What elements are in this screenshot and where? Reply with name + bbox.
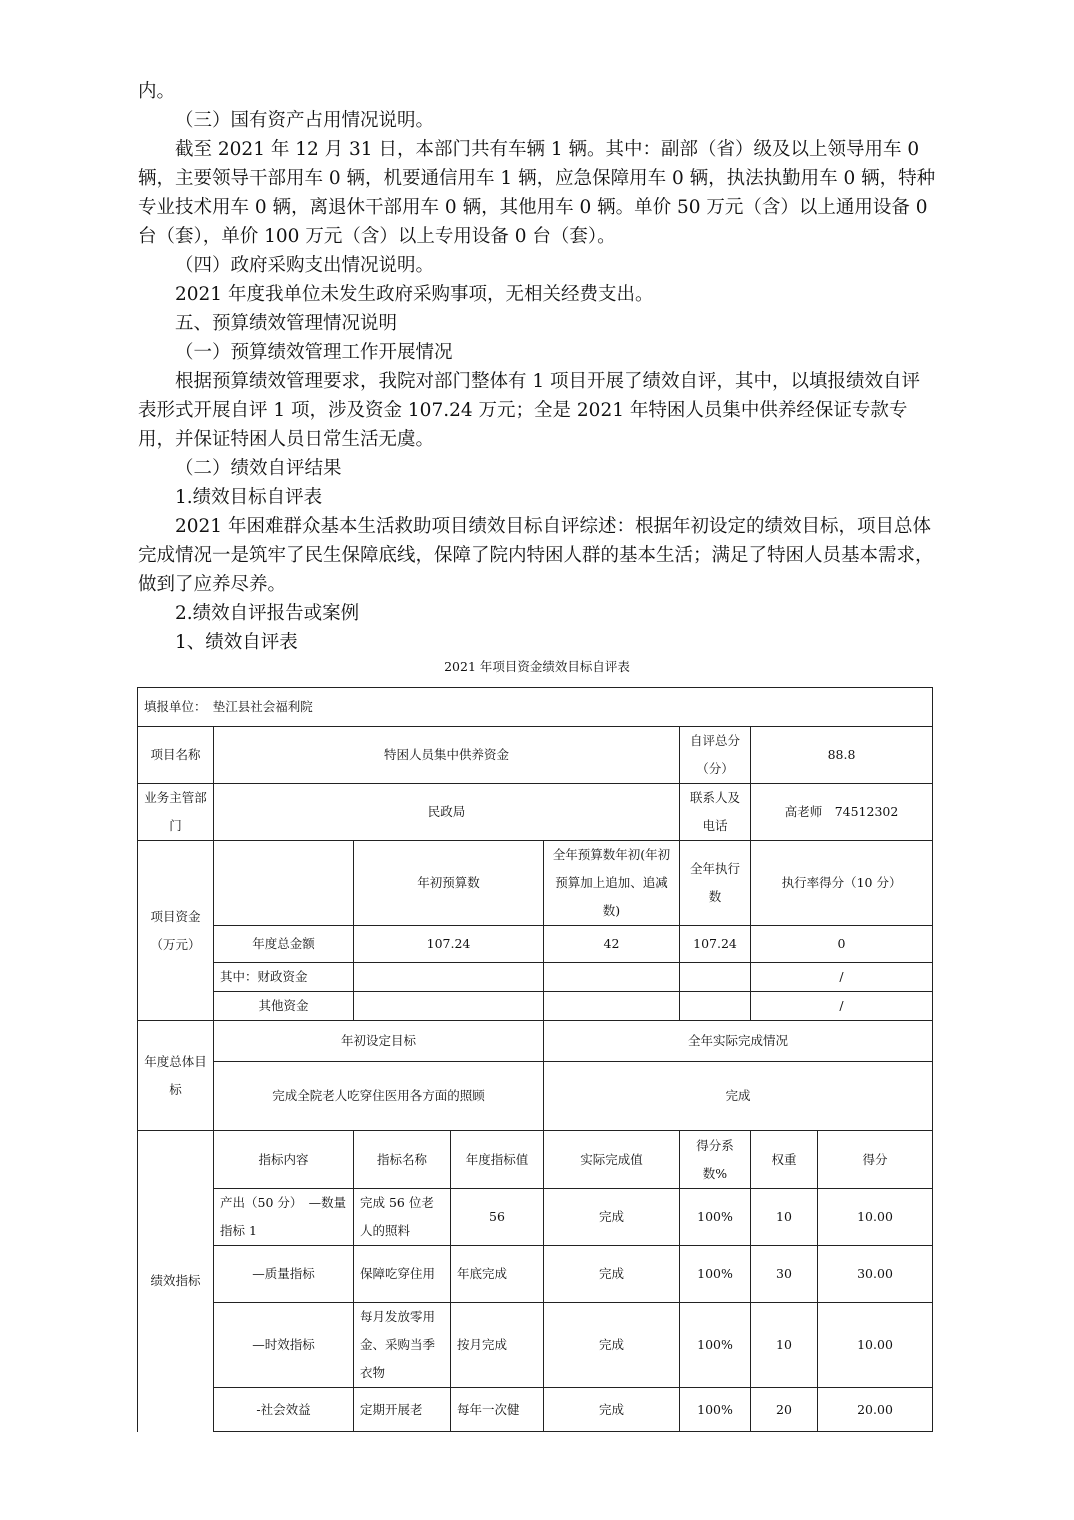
indicator-header: 得分系数% — [680, 1131, 751, 1189]
indicator-header: 实际完成值 — [544, 1131, 680, 1189]
funds-cell — [544, 992, 680, 1021]
indicator-score: 30.00 — [818, 1246, 933, 1303]
indicators-label: 绩效指标 — [138, 1131, 214, 1432]
self-evaluation-table — [137, 687, 933, 1432]
indicator-name: 每月发放零用金、采购当季衣物 — [354, 1303, 451, 1388]
self-score: 88.8 — [751, 727, 933, 784]
funds-cell — [680, 992, 751, 1021]
dept-label: 业务主管部门 — [138, 784, 214, 841]
heading-performance-work: （一）预算绩效管理工作开展情况 — [175, 342, 453, 363]
funds-cell — [544, 963, 680, 992]
heading-performance: 五、预算绩效管理情况说明 — [175, 313, 398, 334]
funds-header-score: 执行率得分（10 分） — [751, 841, 933, 926]
indicator-weight: 20 — [751, 1388, 818, 1432]
indicator-actual: 完成 — [544, 1388, 680, 1432]
table-row — [138, 1246, 933, 1303]
indicator-header: 权重 — [751, 1131, 818, 1189]
table-row — [138, 1303, 933, 1388]
page-bottom-margin — [0, 1432, 1074, 1520]
funds-cell: / — [751, 963, 933, 992]
indicator-content: —质量指标 — [214, 1246, 354, 1303]
funds-label: 项目资金（万元） — [138, 841, 214, 1021]
goal-done-value: 完成 — [544, 1062, 933, 1131]
heading-goal-table: 1.绩效目标自评表 — [175, 487, 323, 508]
indicator-target: 按月完成 — [451, 1303, 544, 1388]
paragraph-continuation: 内。 — [138, 81, 176, 102]
indicator-coef: 100% — [680, 1246, 751, 1303]
indicator-target: 56 — [451, 1189, 544, 1246]
indicator-score: 20.00 — [818, 1388, 933, 1432]
indicator-weight: 10 — [751, 1189, 818, 1246]
indicator-coef: 100% — [680, 1189, 751, 1246]
table-caption: 2021 年项目资金绩效目标自评表 — [444, 659, 630, 674]
indicator-weight: 10 — [751, 1303, 818, 1388]
annual-goal-label: 年度总体目标 — [138, 1021, 214, 1131]
contact-value: 高老师 74512302 — [751, 784, 933, 841]
indicator-name: 完成 56 位老人的照料 — [354, 1189, 451, 1246]
indicator-name: 定期开展老 — [354, 1388, 451, 1432]
goal-set-header: 年初设定目标 — [214, 1021, 544, 1062]
indicator-coef: 100% — [680, 1388, 751, 1432]
funds-cell: 107.24 — [354, 926, 544, 963]
funds-row-label: 其他资金 — [214, 992, 354, 1021]
goal-set-value: 完成全院老人吃穿住医用各方面的照顾 — [214, 1062, 544, 1131]
heading-state-assets: （三）国有资产占用情况说明。 — [175, 110, 435, 131]
table-row — [138, 1388, 933, 1432]
indicator-name: 保障吃穿住用 — [354, 1246, 451, 1303]
indicator-content: 产出（50 分） —数量指标 1 — [214, 1189, 354, 1246]
funds-cell — [354, 992, 544, 1021]
indicator-actual: 完成 — [544, 1303, 680, 1388]
paragraph-performance-work: 根据预算绩效管理要求，我院对部门整体有 1 项目开展了绩效自评，其中，以填报绩效自评表形式开展自评 1 项，涉及资金 107.24 万元；全是 2021 年特困人员集中供养经保证专款专用，并保证特困人员日常生活无虞。 — [138, 371, 921, 450]
project-name-label: 项目名称 — [138, 727, 214, 784]
table-row — [138, 1189, 933, 1246]
paragraph-goal-summary: 2021 年困难群众基本生活救助项目绩效目标自评综述：根据年初设定的绩效目标，项目总体完成情况一是筑牢了民生保障底线，保障了院内特困人群的基本生活；满足了特困人员基本需求，做到了应养尽养。 — [138, 516, 934, 595]
indicator-score: 10.00 — [818, 1303, 933, 1388]
project-name: 特困人员集中供养资金 — [214, 727, 680, 784]
paragraph-procurement: 2021 年度我单位未发生政府采购事项，无相关经费支出。 — [175, 284, 654, 305]
indicator-score: 10.00 — [818, 1189, 933, 1246]
indicator-weight: 30 — [751, 1246, 818, 1303]
funds-cell — [680, 963, 751, 992]
paragraph-vehicles: 截至 2021 年 12 月 31 日，本部门共有车辆 1 辆。其中：副部（省）级及以上领导用车 0 辆，主要领导干部用车 0 辆，机要通信用车 1 辆，应急保障用车 0 辆，执法执勤用车 0 辆，特种专业技术用车 0 辆，离退休干部用车 0 辆，其他用车 0 辆。单价 50 万元（含）以上通用设备 0 台（套），单价 100 万元（含）以上专用设备 0 台（套）。 — [138, 139, 936, 247]
indicator-header: 年度指标值 — [451, 1131, 544, 1189]
heading-self-eval-results: （二）绩效自评结果 — [175, 458, 342, 479]
goal-done-header: 全年实际完成情况 — [544, 1021, 933, 1062]
indicator-target: 年底完成 — [451, 1246, 544, 1303]
indicator-target: 每年一次健 — [451, 1388, 544, 1432]
filling-unit: 填报单位： 垫江县社会福利院 — [138, 688, 933, 727]
funds-cell — [354, 963, 544, 992]
indicator-content: —时效指标 — [214, 1303, 354, 1388]
indicator-header: 指标内容 — [214, 1131, 354, 1189]
indicator-header: 指标名称 — [354, 1131, 451, 1189]
funds-header-blank — [214, 841, 354, 926]
funds-row-label: 年度总金额 — [214, 926, 354, 963]
indicator-header: 得分 — [818, 1131, 933, 1189]
heading-self-eval-table: 1、绩效自评表 — [175, 632, 298, 653]
funds-cell: 0 — [751, 926, 933, 963]
funds-cell: / — [751, 992, 933, 1021]
funds-header-executed: 全年执行数 — [680, 841, 751, 926]
dept-value: 民政局 — [214, 784, 680, 841]
funds-row-label: 其中：财政资金 — [214, 963, 354, 992]
self-score-label: 自评总分（分） — [680, 727, 751, 784]
indicator-content: -社会效益 — [214, 1388, 354, 1432]
contact-label: 联系人及电话 — [680, 784, 751, 841]
heading-procurement: （四）政府采购支出情况说明。 — [175, 255, 435, 276]
funds-cell: 107.24 — [680, 926, 751, 963]
indicator-coef: 100% — [680, 1303, 751, 1388]
funds-header-initial: 年初预算数 — [354, 841, 544, 926]
indicator-actual: 完成 — [544, 1246, 680, 1303]
funds-cell: 42 — [544, 926, 680, 963]
funds-header-full-year: 全年预算数年初(年初预算加上追加、追减数) — [544, 841, 680, 926]
heading-report: 2.绩效自评报告或案例 — [175, 603, 360, 624]
indicator-actual: 完成 — [544, 1189, 680, 1246]
